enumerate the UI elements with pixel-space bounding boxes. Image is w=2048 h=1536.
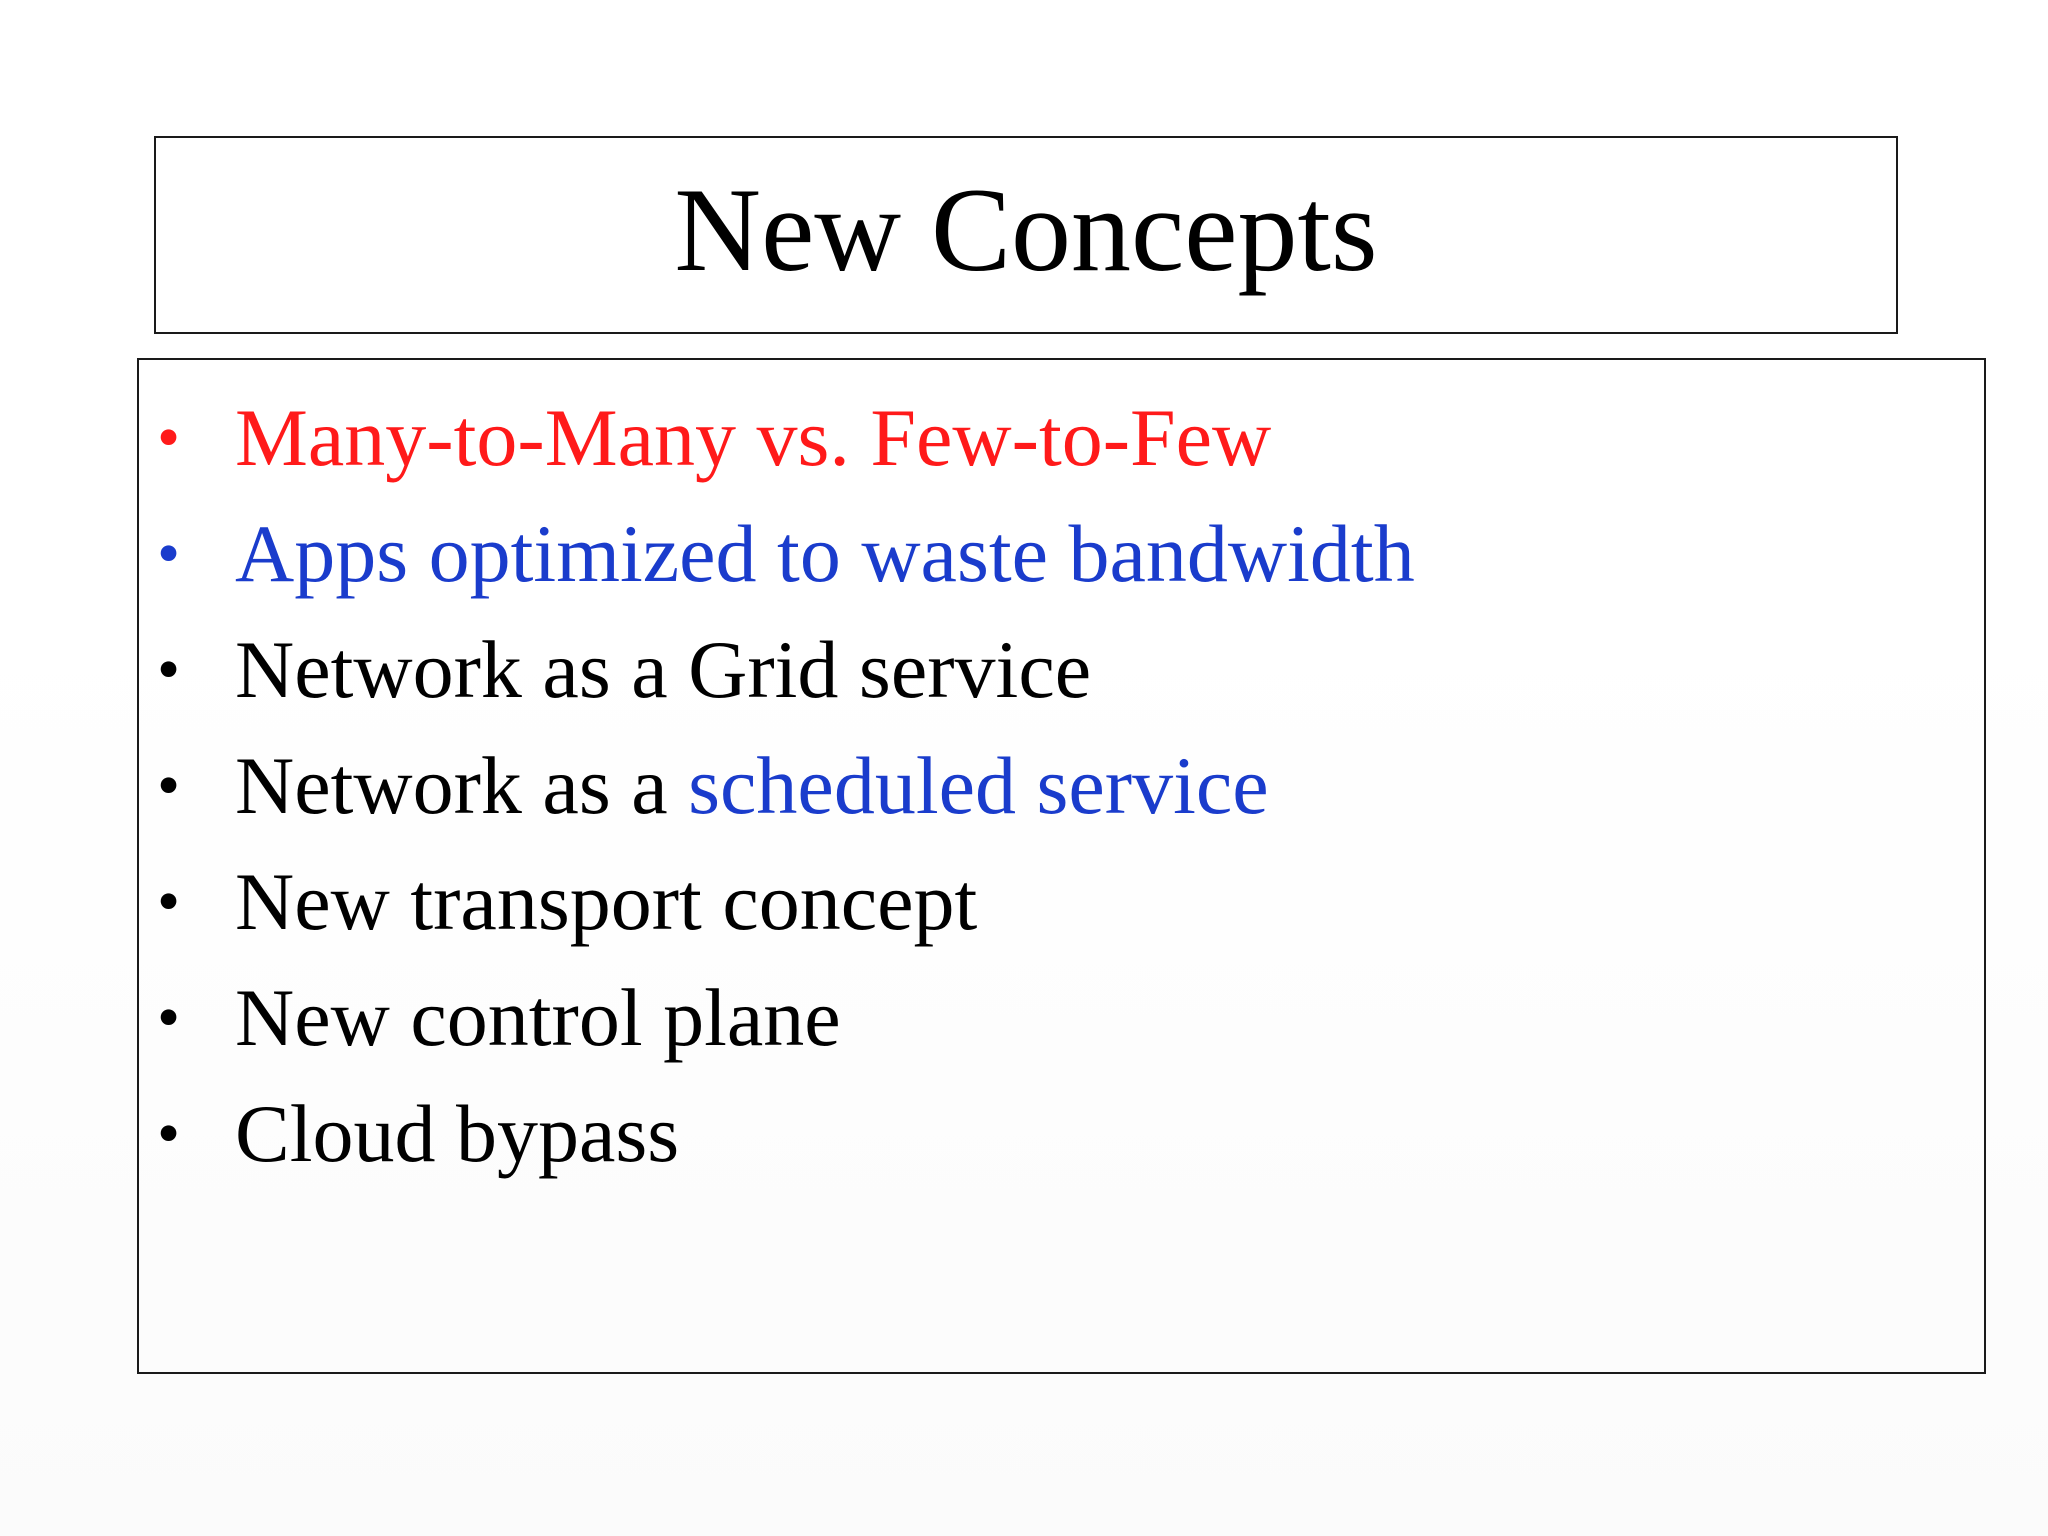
bullet-item <box>139 380 1984 496</box>
bullet-segment: Cloud bypass <box>235 1088 680 1179</box>
bullet-segment: New control plane <box>235 972 841 1063</box>
bullet-text <box>235 960 841 1076</box>
bullet-dot-icon: • <box>157 865 181 938</box>
bullet-segment: Network as a <box>235 740 689 831</box>
bullet-dot-icon: • <box>157 517 181 590</box>
bullet-item <box>139 612 1984 728</box>
bullet-dot-icon: • <box>157 401 181 474</box>
bullet-text <box>235 496 1415 612</box>
bullet-segment: Network as a Grid service <box>235 624 1092 715</box>
bullet-segment: New transport concept <box>235 856 978 947</box>
content-box <box>137 358 1986 1374</box>
bullet-item <box>139 960 1984 1076</box>
bullet-text <box>235 844 977 960</box>
slide-title: New Concepts <box>674 163 1378 296</box>
bullet-dot-icon: • <box>157 981 181 1054</box>
bullet-text <box>235 612 1091 728</box>
bullet-item <box>139 728 1984 844</box>
bullet-dot-icon: • <box>157 1097 181 1170</box>
bullet-text <box>235 1076 679 1192</box>
bullet-item <box>139 844 1984 960</box>
bullet-segment-highlight: scheduled service <box>688 740 1269 831</box>
bullet-segment: Apps optimized to waste bandwidth <box>235 508 1415 599</box>
bullet-dot-icon: • <box>157 633 181 706</box>
bullet-item <box>139 496 1984 612</box>
bullet-list <box>139 380 1984 1192</box>
bullet-item <box>139 1076 1984 1192</box>
bullet-text <box>235 380 1271 496</box>
bullet-text <box>235 728 1269 844</box>
title-box <box>154 136 1898 334</box>
bullet-dot-icon: • <box>157 749 181 822</box>
bullet-segment: Many-to-Many vs. Few-to-Few <box>235 392 1272 483</box>
